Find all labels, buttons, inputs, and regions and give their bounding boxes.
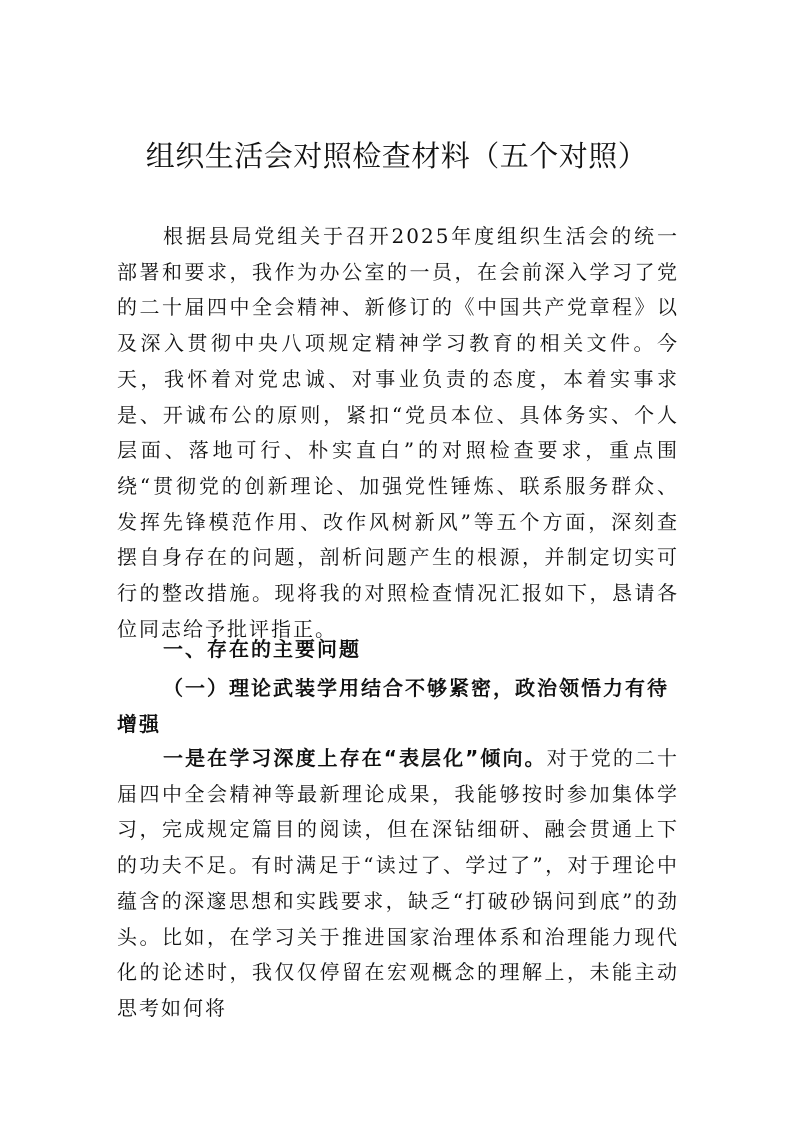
point-body-text: 对于党的二十届四中全会精神等最新理论成果，我能够按时参加集体学习，完成规定篇目的阅读，但在深钻细研、融会贯通上下的功夫不足。有时满足于“读过了、学过了”，对于理论中蕴含的深邃思想和实践要求，缺乏“打破砂锅问到底”的劲头。比如，在学习关于推进国家治理体系和治理能力现代化的论述时，我仅仅停留在宏观概念的理解上，未能主动思考如何将 (117, 746, 679, 1020)
intro-paragraph: 根据县局党组关于召开2025年度组织生活会的统一部署和要求，我作为办公室的一员，在会前深入学习了党的二十届四中全会精神、新修订的《中国共产党章程》以及深入贯彻中央八项规定精神学习教育的相关文件。今天，我怀着对党忠诚、对事业负责的态度，本着实事求是、开诚布公的原则，紧扣“党员本位、具体务实、个人层面、落地可行、朴实直白”的对照检查要求，重点围绕“贯彻党的创新理论、加强党性锤炼、联系服务群众、发挥先锋模范作用、改作风树新风”等五个方面，深刻查摆自身存在的问题，剖析问题产生的根源，并制定切实可行的整改措施。现将我的对照检查情况汇报如下，恳请各位同志给予批评指正。 (117, 224, 679, 641)
point-lead-sentence: 一是在学习深度上存在“表层化”倾向。 (163, 746, 547, 770)
subsection-heading: （一）理论武装学用结合不够紧密，政治领悟力有待增强 (117, 676, 669, 736)
section-heading: 一、存在的主要问题 (163, 637, 361, 661)
document-title: 组织生活会对照检查材料（五个对照） (145, 139, 648, 173)
point-paragraph (117, 741, 679, 1027)
